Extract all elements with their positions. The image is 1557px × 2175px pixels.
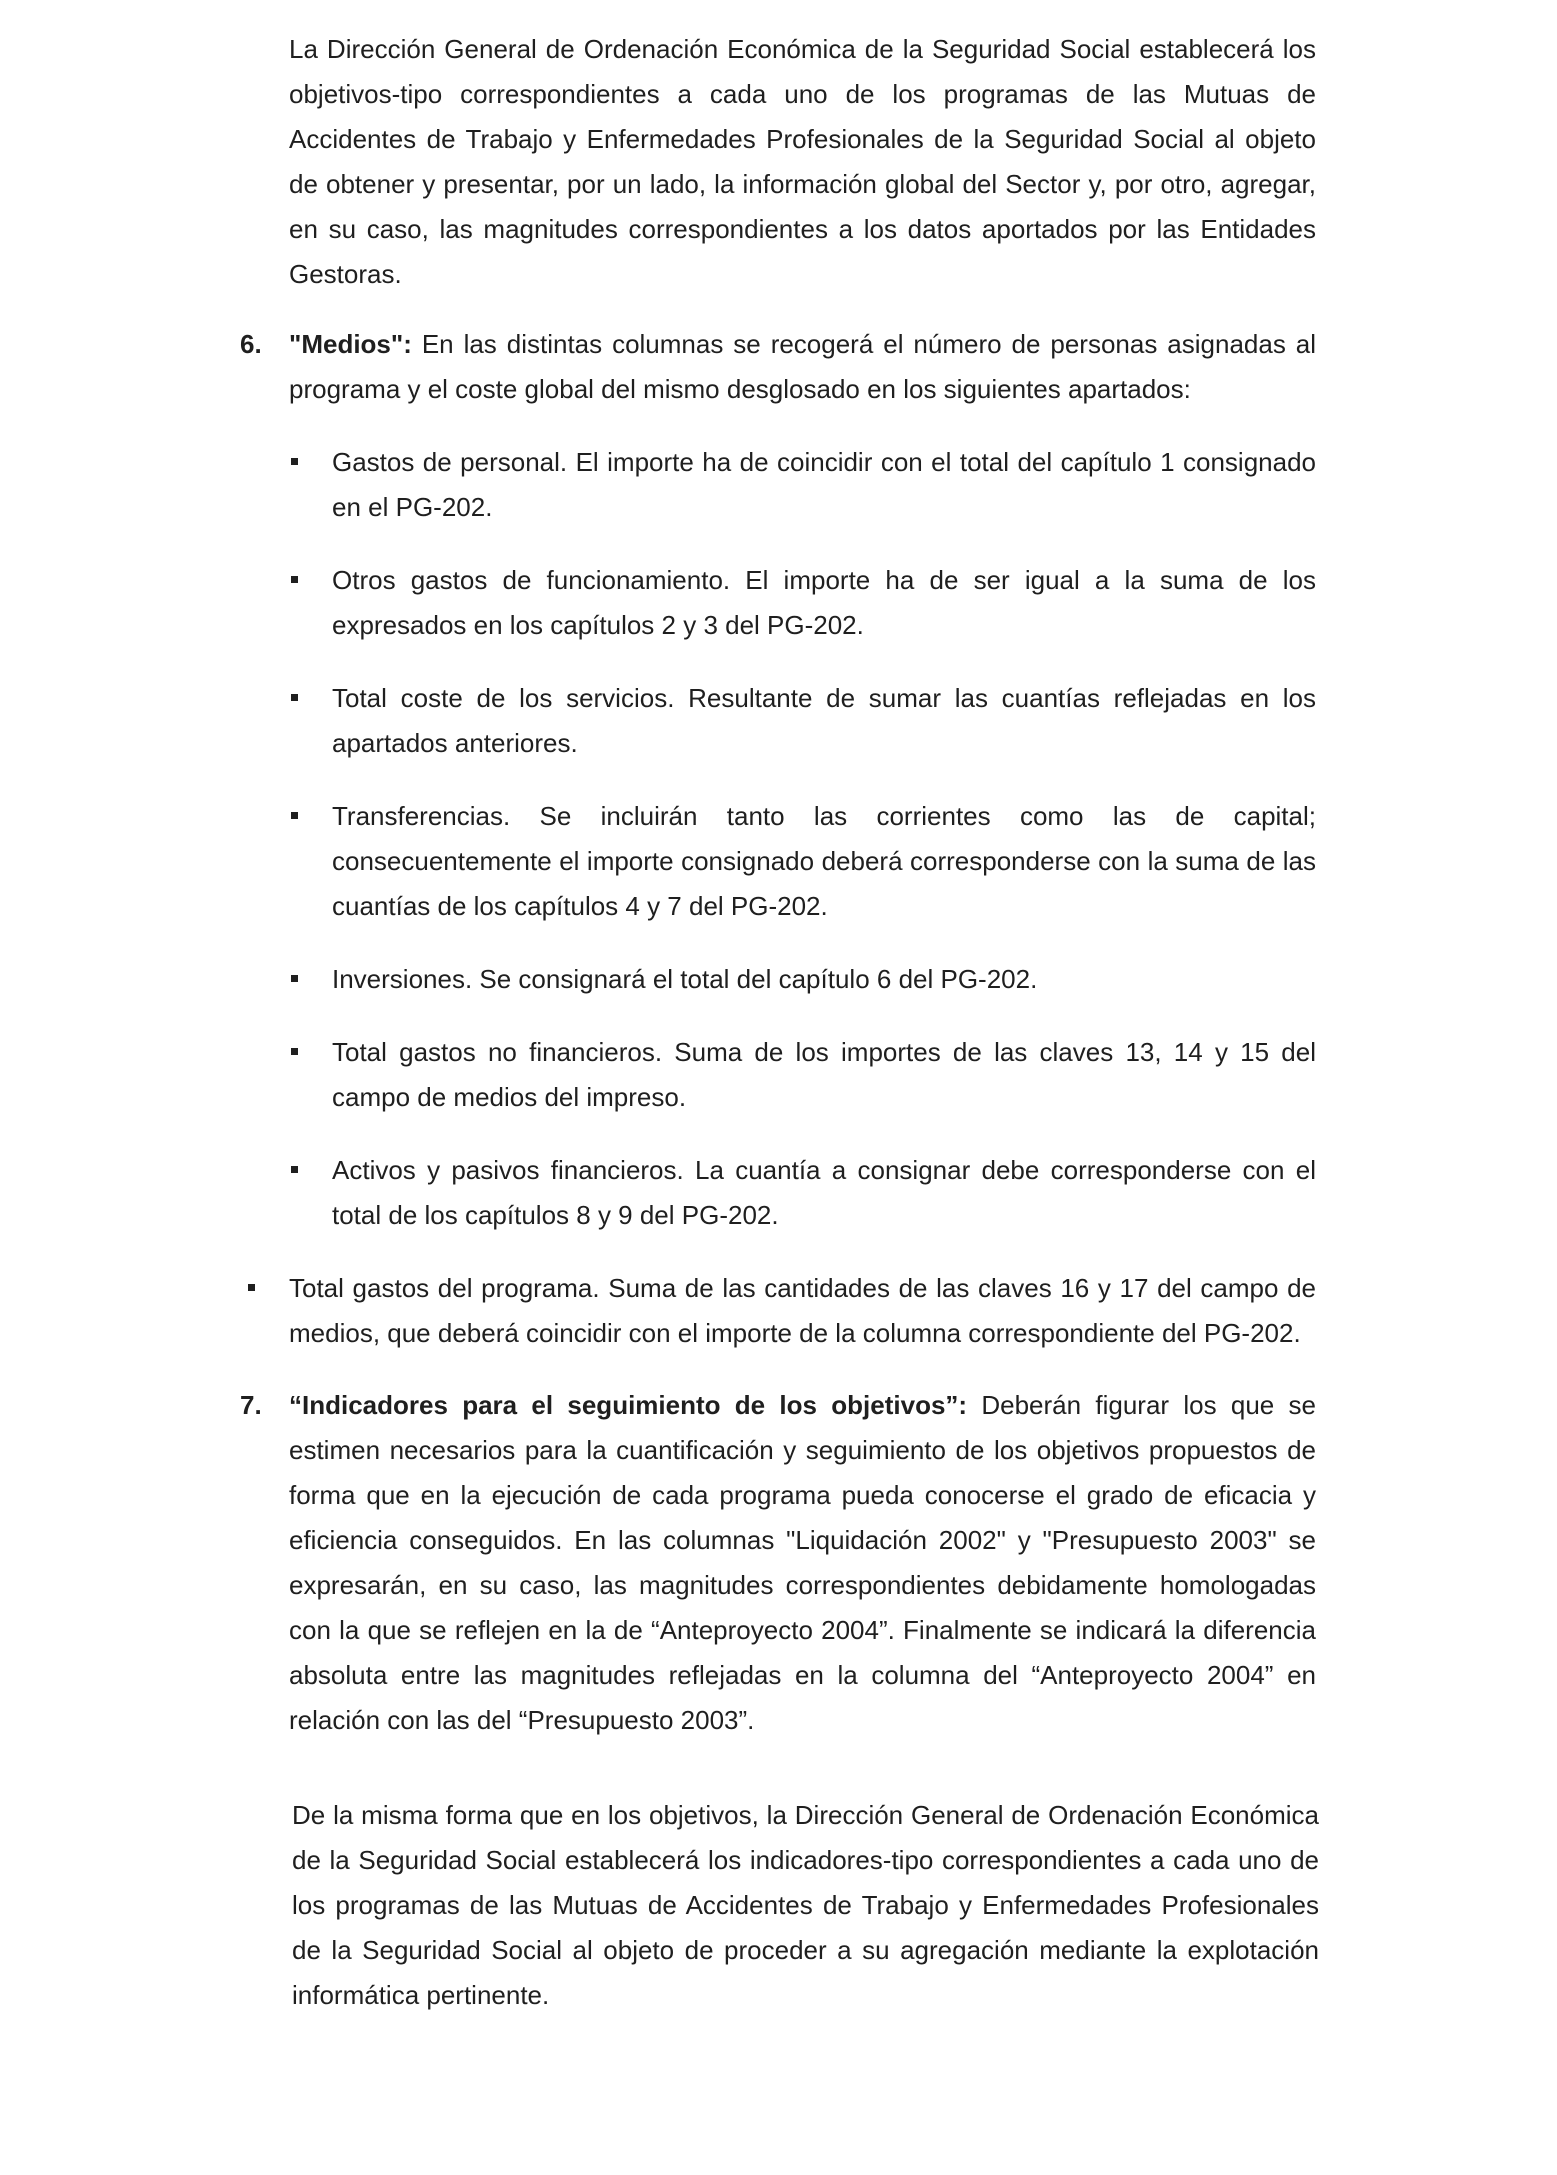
numbered-item-medios: [240, 322, 1316, 412]
medios-bullet-list: [289, 440, 1316, 1266]
square-bullet-icon: [248, 1284, 255, 1291]
square-bullet-icon: [291, 576, 298, 583]
list-item-text: Transferencias. Se incluirán tanto las corrientes como las de capital; consecuentemente el importe consignado deberá corresponderse con la suma de las cuantías de los capítulos 4 y 7 del PG-202.: [332, 801, 1316, 921]
item-body: [289, 1383, 1316, 1743]
list-item-text: Gastos de personal. El importe ha de coincidir con el total del capítulo 1 consignado en el PG-202.: [332, 447, 1316, 522]
item-title: "Medios":: [289, 329, 412, 359]
list-item: [289, 676, 1316, 766]
list-item: [289, 794, 1316, 929]
list-item-text: Otros gastos de funcionamiento. El importe ha de ser igual a la suma de los expresados en los capítulos 2 y 3 del PG-202.: [332, 565, 1316, 640]
list-item: [289, 1148, 1316, 1238]
item-title: “Indicadores para el seguimiento de los objetivos”:: [289, 1390, 968, 1420]
list-item-text: Inversiones. Se consignará el total del capítulo 6 del PG-202.: [332, 964, 1038, 994]
item-body: [289, 322, 1316, 412]
outer-bullet-text: Total gastos del programa. Suma de las cantidades de las claves 16 y 17 del campo de medios, que deberá coincidir con el importe de la columna correspondiente del PG-202.: [289, 1273, 1316, 1348]
square-bullet-icon: [291, 1048, 298, 1055]
square-bullet-icon: [291, 812, 298, 819]
square-bullet-icon: [291, 975, 298, 982]
numbered-item-indicadores: [240, 1383, 1316, 1743]
square-bullet-icon: [291, 1166, 298, 1173]
item-text: En las distintas columnas se recogerá el número de personas asignadas al programa y el coste global del mismo desglosado en los siguientes apartados:: [289, 329, 1316, 404]
square-bullet-icon: [291, 694, 298, 701]
list-item-text: Activos y pasivos financieros. La cuantía a consignar debe corresponderse con el total de los capítulos 8 y 9 del PG-202.: [332, 1155, 1316, 1230]
list-item: [289, 440, 1316, 530]
list-item-text: Total gastos no financieros. Suma de los importes de las claves 13, 14 y 15 del campo de medios del impreso.: [332, 1037, 1316, 1112]
item-number: 7.: [240, 1390, 262, 1420]
list-item: [289, 957, 1316, 1002]
square-bullet-icon: [291, 458, 298, 465]
intro-paragraph: La Dirección General de Ordenación Económica de la Seguridad Social establecerá los objetivos-tipo correspondientes a cada uno de los programas de las Mutuas de Accidentes de Trabajo y Enfermedades Profesionales de la Seguridad Social al objeto de obtener y presentar, por un lado, la información global del Sector y, por otro, agregar, en su caso, las magnitudes correspondientes a los datos aportados por las Entidades Gestoras.: [289, 34, 1316, 289]
total-gastos-bullet: [240, 1266, 1316, 1356]
closing-paragraph: De la misma forma que en los objetivos, la Dirección General de Ordenación Económica de la Seguridad Social establecerá los indicadores-tipo correspondientes a cada uno de los programas de las Mutuas de Accidentes de Trabajo y Enfermedades Profesionales de la Seguridad Social al objeto de proceder a su agregación mediante la explotación informática pertinente.: [292, 1800, 1319, 2010]
list-item: [289, 558, 1316, 648]
list-item-text: Total coste de los servicios. Resultante de sumar las cuantías reflejadas en los apartados anteriores.: [332, 683, 1316, 758]
item-text: Deberán figurar los que se estimen necesarios para la cuantificación y seguimiento de los objetivos propuestos de forma que en la ejecución de cada programa pueda conocerse el grado de eficacia y eficiencia conseguidos. En las columnas "Liquidación 2002" y "Presupuesto 2003" se expresarán, en su caso, las magnitudes correspondientes debidamente homologadas con la que se reflejen en la de “Anteproyecto 2004”. Finalmente se indicará la diferencia absoluta entre las magnitudes reflejadas en la columna del “Anteproyecto 2004” en relación con las del “Presupuesto 2003”.: [289, 1390, 1317, 1735]
item-number: 6.: [240, 329, 262, 359]
list-item: [289, 1030, 1316, 1120]
